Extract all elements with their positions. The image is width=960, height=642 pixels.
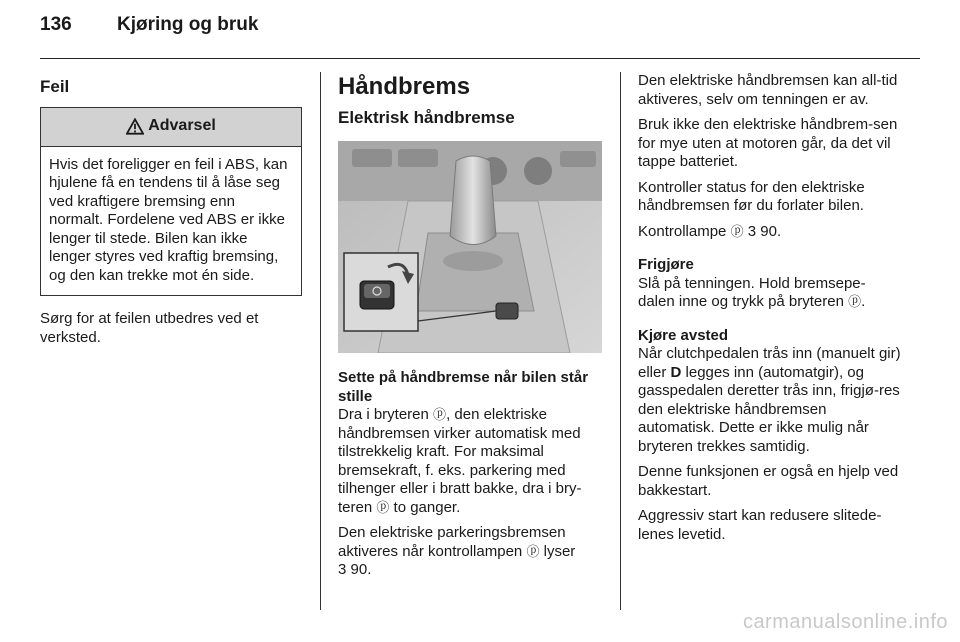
paragraph <box>638 345 902 456</box>
parking-brake-illustration <box>338 141 602 353</box>
chapter-title: Kjøring og bruk <box>117 14 259 35</box>
gear-letter-d: D <box>670 363 682 381</box>
text-run: , den elektriske håndbremsen virker automatisk med tilstrekkelig kraft. For maksimal bremsekraft, f. eks. parkering med tilhenger eller i bratt bakke, dra i bry-teren <box>338 406 582 516</box>
text-run: Når clutchpedalen trås inn (manuelt gir) eller <box>638 345 901 381</box>
warning-triangle-icon <box>126 118 144 135</box>
paragraph: Den elektriske håndbremsen kan all-tid aktiveres, selv om tenningen er av. <box>638 72 898 108</box>
parking-brake-icon: ⓟ <box>526 543 540 559</box>
parking-brake-icon: ⓟ <box>848 294 862 309</box>
parking-brake-icon: ⓟ <box>730 223 744 239</box>
warning-header <box>41 108 301 147</box>
paragraph: Sørg for at feilen utbedres ved et verksted. <box>40 310 259 346</box>
paragraph: Denne funksjonen er også en hjelp ved bakkestart. <box>638 463 899 499</box>
parking-brake-icon: ⓟ <box>433 407 447 422</box>
header-divider <box>40 58 920 59</box>
section-heading-handbrems: Håndbrems <box>338 73 471 100</box>
warning-title: Advarsel <box>148 117 216 135</box>
text-run: Kontrollampe <box>638 222 731 240</box>
paragraph <box>638 275 902 312</box>
page-header <box>40 14 920 48</box>
paragraph: Bruk ikke den elektriske håndbrem-sen for mye uten at motoren går, da det vil tappe batteriet. <box>638 116 898 170</box>
text-run: 3 90. <box>743 222 782 240</box>
parking-brake-icon: ⓟ <box>376 499 390 515</box>
warning-box <box>40 107 302 297</box>
text-run: legges inn (automatgir), og gasspedalen deretter trås inn, frigjø-res den elektriske håndbremsen automatisk. Dette er ikke mulig når bryteren trekkes samtidig. <box>638 363 900 455</box>
text-run: Den elektriske parkeringsbremsen aktiveres når kontrollampen <box>338 524 566 560</box>
column-divider <box>320 72 321 610</box>
watermark: carmanualsonline.info <box>742 611 948 633</box>
paragraph <box>338 406 602 517</box>
paragraph: Kontroller status for den elektriske håndbremsen før du forlater bilen. <box>638 178 865 214</box>
column-middle <box>338 72 602 587</box>
page-reference: 3 90. <box>338 561 372 578</box>
section-heading-sette-paa: Sette på håndbremse når bilen står stille <box>338 369 589 405</box>
page-number: 136 <box>40 14 72 35</box>
paragraph <box>338 524 602 580</box>
text-run: to ganger. <box>389 498 461 516</box>
subheading-elektrisk: Elektrisk håndbremse <box>338 107 515 127</box>
section-heading-frigjore: Frigjøre <box>638 256 694 273</box>
text-run: lyser <box>539 542 576 560</box>
column-left <box>40 72 302 354</box>
warning-text: Hvis det foreligger en feil i ABS, kan hjulene få en tendens til å låse seg ved kraftigere bremsing enn normalt. Fordelene ved ABS er ikke lenger til stede. Bilen kan ikke lenger styres ved kraftig bremsing, og den kan trekke mot én side. <box>49 155 288 284</box>
text-run: Slå på tenningen. Hold bremsepe-dalen inne og trykk på bryteren <box>638 274 866 310</box>
column-divider <box>620 72 621 610</box>
paragraph <box>638 223 902 242</box>
paragraph: Aggressiv start kan redusere slitede-lenes levetid. <box>638 507 882 543</box>
section-heading-feil: Feil <box>40 77 70 96</box>
column-right <box>638 72 902 551</box>
text-run: Dra i bryteren <box>338 406 434 423</box>
text-run: . <box>861 293 866 310</box>
section-heading-kjore-avsted: Kjøre avsted <box>638 326 729 344</box>
